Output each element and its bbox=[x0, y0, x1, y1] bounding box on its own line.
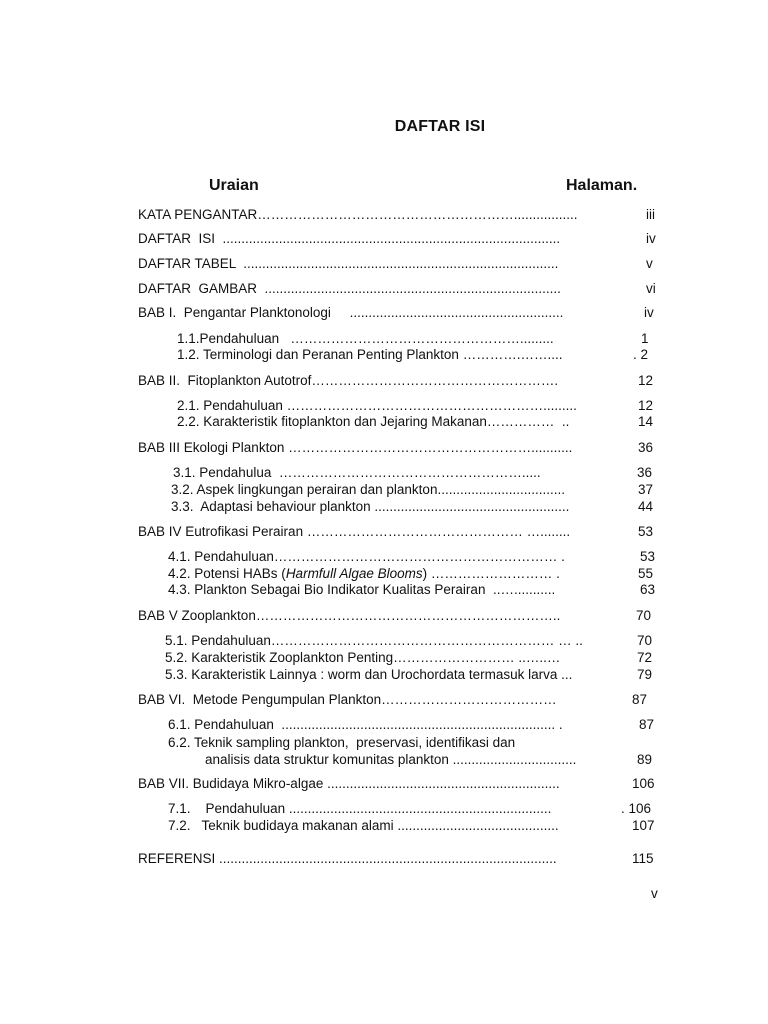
toc-page: vi bbox=[646, 281, 656, 296]
toc-entry: REFERENSI .......................................................................................... bbox=[138, 851, 557, 866]
toc-entry: BAB I. Pengantar Planktonologi ......................................................... bbox=[138, 305, 564, 320]
toc-entry: BAB VI. Metode Pengumpulan Plankton………………………………… bbox=[138, 692, 557, 707]
toc-page: 44 bbox=[638, 499, 654, 514]
toc-entry: 7.1. Pendahuluan ...................................................................... bbox=[168, 801, 552, 816]
toc-entry: 4.3. Plankton Sebagai Bio Indikator Kualitas Perairan ..…........... bbox=[168, 582, 556, 597]
toc-entry: 3.2. Aspek lingkungan perairan dan plankton.................................. bbox=[171, 482, 565, 497]
toc-page: 63 bbox=[640, 582, 656, 597]
toc-entry: BAB III Ekologi Plankton ………………………………………………........... bbox=[138, 440, 573, 455]
toc-entry: 1.2. Terminologi dan Peranan Penting Plankton ………….…….... bbox=[177, 347, 563, 362]
toc-page: 72 bbox=[637, 650, 653, 665]
toc-page: 70 bbox=[636, 608, 652, 623]
toc-page: 14 bbox=[638, 414, 654, 429]
toc-page: 37 bbox=[638, 482, 654, 497]
toc-entry: 3.1. Pendahulua ………………………………………………..... bbox=[173, 465, 541, 480]
toc-page: 12 bbox=[638, 373, 654, 388]
toc-page: 53 bbox=[640, 549, 656, 564]
toc-page: . 2 bbox=[633, 347, 649, 362]
page-number: v bbox=[651, 886, 658, 901]
toc-entry: BAB II. Fitoplankton Autotrof………………………………………………. bbox=[138, 373, 559, 388]
toc-page: 115 bbox=[632, 851, 654, 866]
toc-page: 36 bbox=[638, 440, 654, 455]
toc-page: 36 bbox=[637, 465, 653, 480]
toc-page: iv bbox=[644, 305, 654, 320]
toc-entry: 4.1. Pendahuluan……………………………………………………… . bbox=[168, 549, 565, 564]
toc-entry: BAB VII. Budidaya Mikro-algae .............................................................. bbox=[138, 776, 560, 791]
toc-entry: analisis data struktur komunitas plankton ................................. bbox=[205, 752, 577, 767]
toc-page: 55 bbox=[638, 566, 654, 581]
toc-entry: 6.1. Pendahuluan ......................................................................... . bbox=[168, 717, 563, 732]
toc-entry: DAFTAR ISI .......................................................................................... bbox=[138, 231, 561, 246]
toc-page: 106 bbox=[632, 776, 655, 791]
toc-entry: 2.2. Karakteristik fitoplankton dan Jejaring Makanan…………… .. bbox=[177, 414, 570, 429]
toc-page: 79 bbox=[637, 667, 653, 682]
toc-entry: DAFTAR GAMBAR ............................................................................... bbox=[138, 281, 561, 296]
toc-entry: BAB V Zooplankton………………………………………………………….. bbox=[138, 608, 561, 623]
toc-page: 53 bbox=[638, 524, 654, 539]
toc-page: 87 bbox=[639, 717, 655, 732]
toc-entry: 4.2. Potensi HABs (Harmfull Algae Blooms) ……………………… . bbox=[168, 566, 560, 581]
toc-entry: DAFTAR TABEL .................................................................................... bbox=[138, 256, 559, 271]
toc-entry: 5.1. Pendahuluan……………………………………………………… … .. bbox=[165, 633, 583, 648]
toc-page: 1 bbox=[641, 331, 649, 346]
toc-page: v bbox=[646, 256, 653, 271]
toc-entry: 3.3. Adaptasi behaviour plankton .................................................... bbox=[171, 499, 570, 514]
column-header-uraian: Uraian bbox=[209, 177, 259, 194]
toc-page: 70 bbox=[637, 633, 653, 648]
column-header-halaman: Halaman. bbox=[566, 177, 638, 194]
toc-entry: 5.2. Karakteristik Zooplankton Penting……………………… ..…..… bbox=[165, 650, 561, 665]
toc-page: . 106 bbox=[621, 801, 652, 816]
page-title: DAFTAR ISI bbox=[394, 118, 486, 135]
toc-entry: 1.1.Pendahuluan ……………………………………………......... bbox=[177, 331, 554, 346]
toc-entry: BAB IV Eutrofikasi Perairan ………………………………………… …........ bbox=[138, 524, 571, 539]
toc-page: 107 bbox=[632, 818, 655, 833]
toc-entry: KATA PENGANTAR…………………………………………………................. bbox=[138, 207, 578, 222]
toc-page: iv bbox=[646, 231, 656, 246]
toc-page: 87 bbox=[632, 692, 648, 707]
toc-page: 89 bbox=[637, 752, 653, 767]
toc-page: iii bbox=[646, 207, 655, 222]
toc-entry: 6.2. Teknik sampling plankton, preservasi, identifikasi dan bbox=[168, 735, 516, 750]
toc-entry: 7.2. Teknik budidaya makanan alami ........................................... bbox=[168, 818, 559, 833]
toc-entry: 5.3. Karakteristik Lainnya : worm dan Urochordata termasuk larva ... bbox=[165, 667, 573, 682]
toc-entry: 2.1. Pendahuluan …………………………………………………......... bbox=[177, 398, 577, 413]
toc-page: 12 bbox=[638, 398, 654, 413]
